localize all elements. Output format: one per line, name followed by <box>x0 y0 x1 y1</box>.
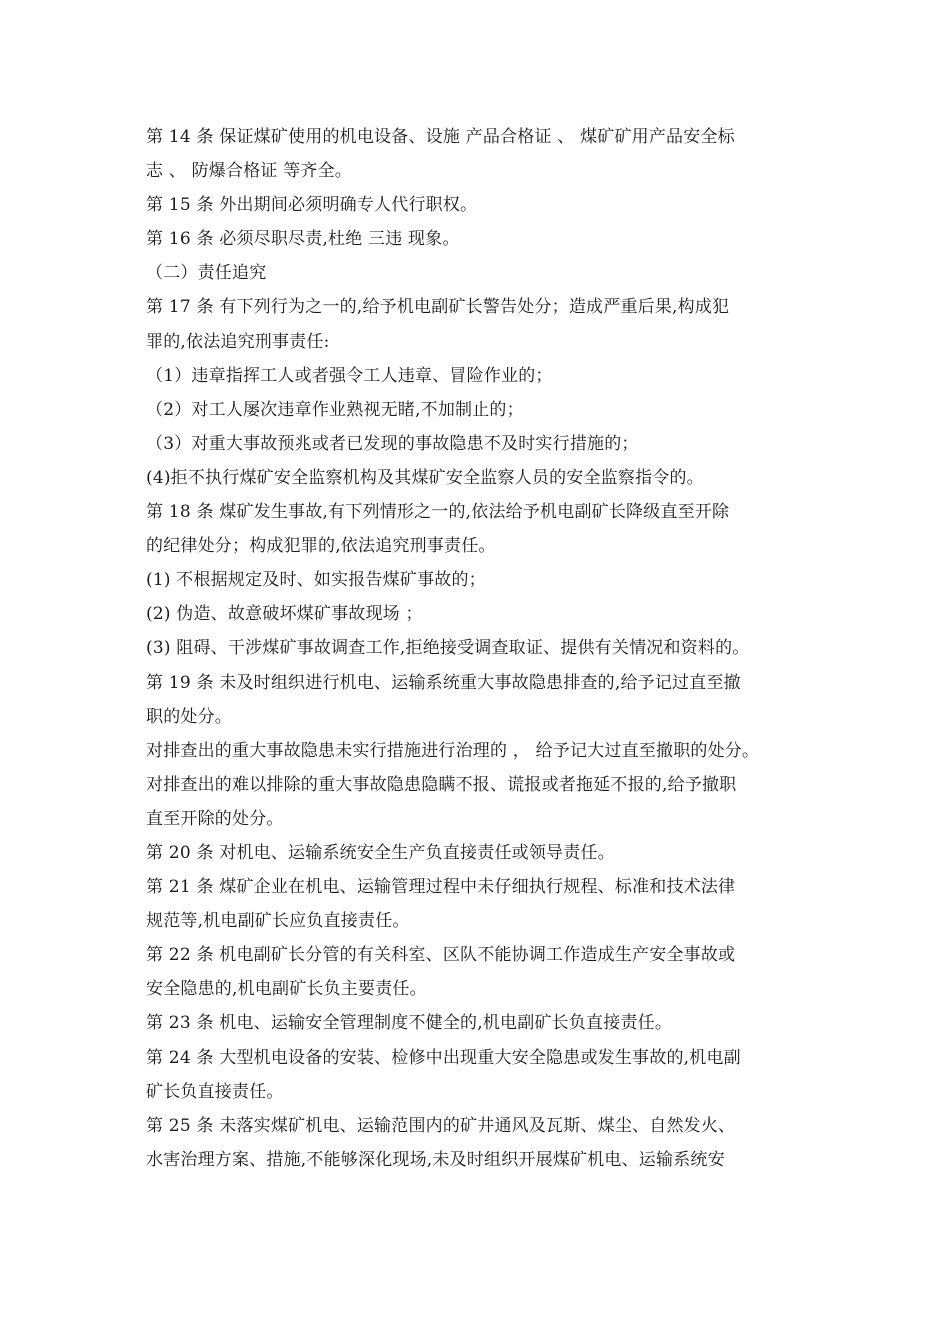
text-line: 直至开除的处分。 <box>146 808 284 829</box>
text-line: 矿长负直接责任。 <box>146 1081 284 1102</box>
text-line: 第 15 条 外出期间必须明确专人代行职权。 <box>146 195 478 216</box>
text-line: 第 23 条 机电、运输安全管理制度不健全的,机电副矿长负直接责任。 <box>146 1013 673 1034</box>
text-line: 第 18 条 煤矿发生事故,有下列情形之一的,依法给予机电副矿长降级直至开除 <box>146 502 730 523</box>
text-line: 第 25 条 未落实煤矿机电、运输范围内的矿井通风及瓦斯、煤尘、自然发火、 <box>146 1115 736 1136</box>
list-item: (1) 不根据规定及时、如实报告煤矿事故的； <box>146 570 486 591</box>
text-line: 安全隐患的,机电副矿长负主要责任。 <box>146 979 427 1000</box>
list-item: (4)拒不执行煤矿安全监察机构及其煤矿安全监察人员的安全监察指令的。 <box>146 467 704 488</box>
section-heading: （二）责任追究 <box>146 263 267 284</box>
text-line: 第 24 条 大型机电设备的安装、检修中出现重大安全隐患或发生事故的,机电副 <box>146 1047 741 1068</box>
text-line: 对排查出的难以排除的重大事故隐患隐瞒不报、谎报或者拖延不报的,给予撤职 <box>146 774 737 795</box>
text-line: 第 20 条 对机电、运输系统安全生产负直接责任或领导责任。 <box>146 842 615 863</box>
text-line: 规范等,机电副矿长应负直接责任。 <box>146 911 410 932</box>
list-item: (2) 伪造、故意破坏煤矿事故现场 ； <box>146 604 423 625</box>
text-line: 第 19 条 未及时组织进行机电、运输系统重大事故隐患排查的,给予记过直至撤 <box>146 672 741 693</box>
text-line: 水害治理方案、措施,不能够深化现场,未及时组织开展煤矿机电、运输系统安 <box>146 1149 725 1170</box>
document-body <box>146 120 826 1177</box>
text-line: 职的处分。 <box>146 706 232 727</box>
text-line: 第 22 条 机电副矿长分管的有关科室、区队不能协调工作造成生产安全事故或 <box>146 945 736 966</box>
text-line: 第 16 条 必须尽职尽责,杜绝 三违 现象。 <box>146 229 460 250</box>
list-item: （2）对工人屡次违章作业熟视无睹,不加制止的； <box>146 399 524 420</box>
text-line: 第 17 条 有下列行为之一的,给予机电副矿长警告处分；造成严重后果,构成犯 <box>146 297 730 318</box>
text-line: 第 21 条 煤矿企业在机电、运输管理过程中未仔细执行规程、标准和技术法律 <box>146 877 736 898</box>
list-item: （3）对重大事故预兆或者已发现的事故隐患不及时实行措施的； <box>146 433 639 454</box>
text-line: 的纪律处分；构成犯罪的,依法追究刑事责任。 <box>146 536 496 557</box>
list-item: （1）违章指挥工人或者强令工人违章、冒险作业的； <box>146 365 553 386</box>
text-line: 志 、 防爆合格证 等齐全。 <box>146 161 353 182</box>
text-line: 罪的,依法追究刑事责任: <box>146 331 330 352</box>
text-line: 第 14 条 保证煤矿使用的机电设备、设施 产品合格证 、 煤矿矿用产品安全标 <box>146 127 735 147</box>
text-line: 对排查出的重大事故隐患未实行措施进行治理的 ， 给予记大过直至撤职的处分。 <box>146 740 760 761</box>
list-item: (3) 阻碍、干涉煤矿事故调查工作,拒绝接受调查取证、提供有关情况和资料的。 <box>146 638 750 659</box>
